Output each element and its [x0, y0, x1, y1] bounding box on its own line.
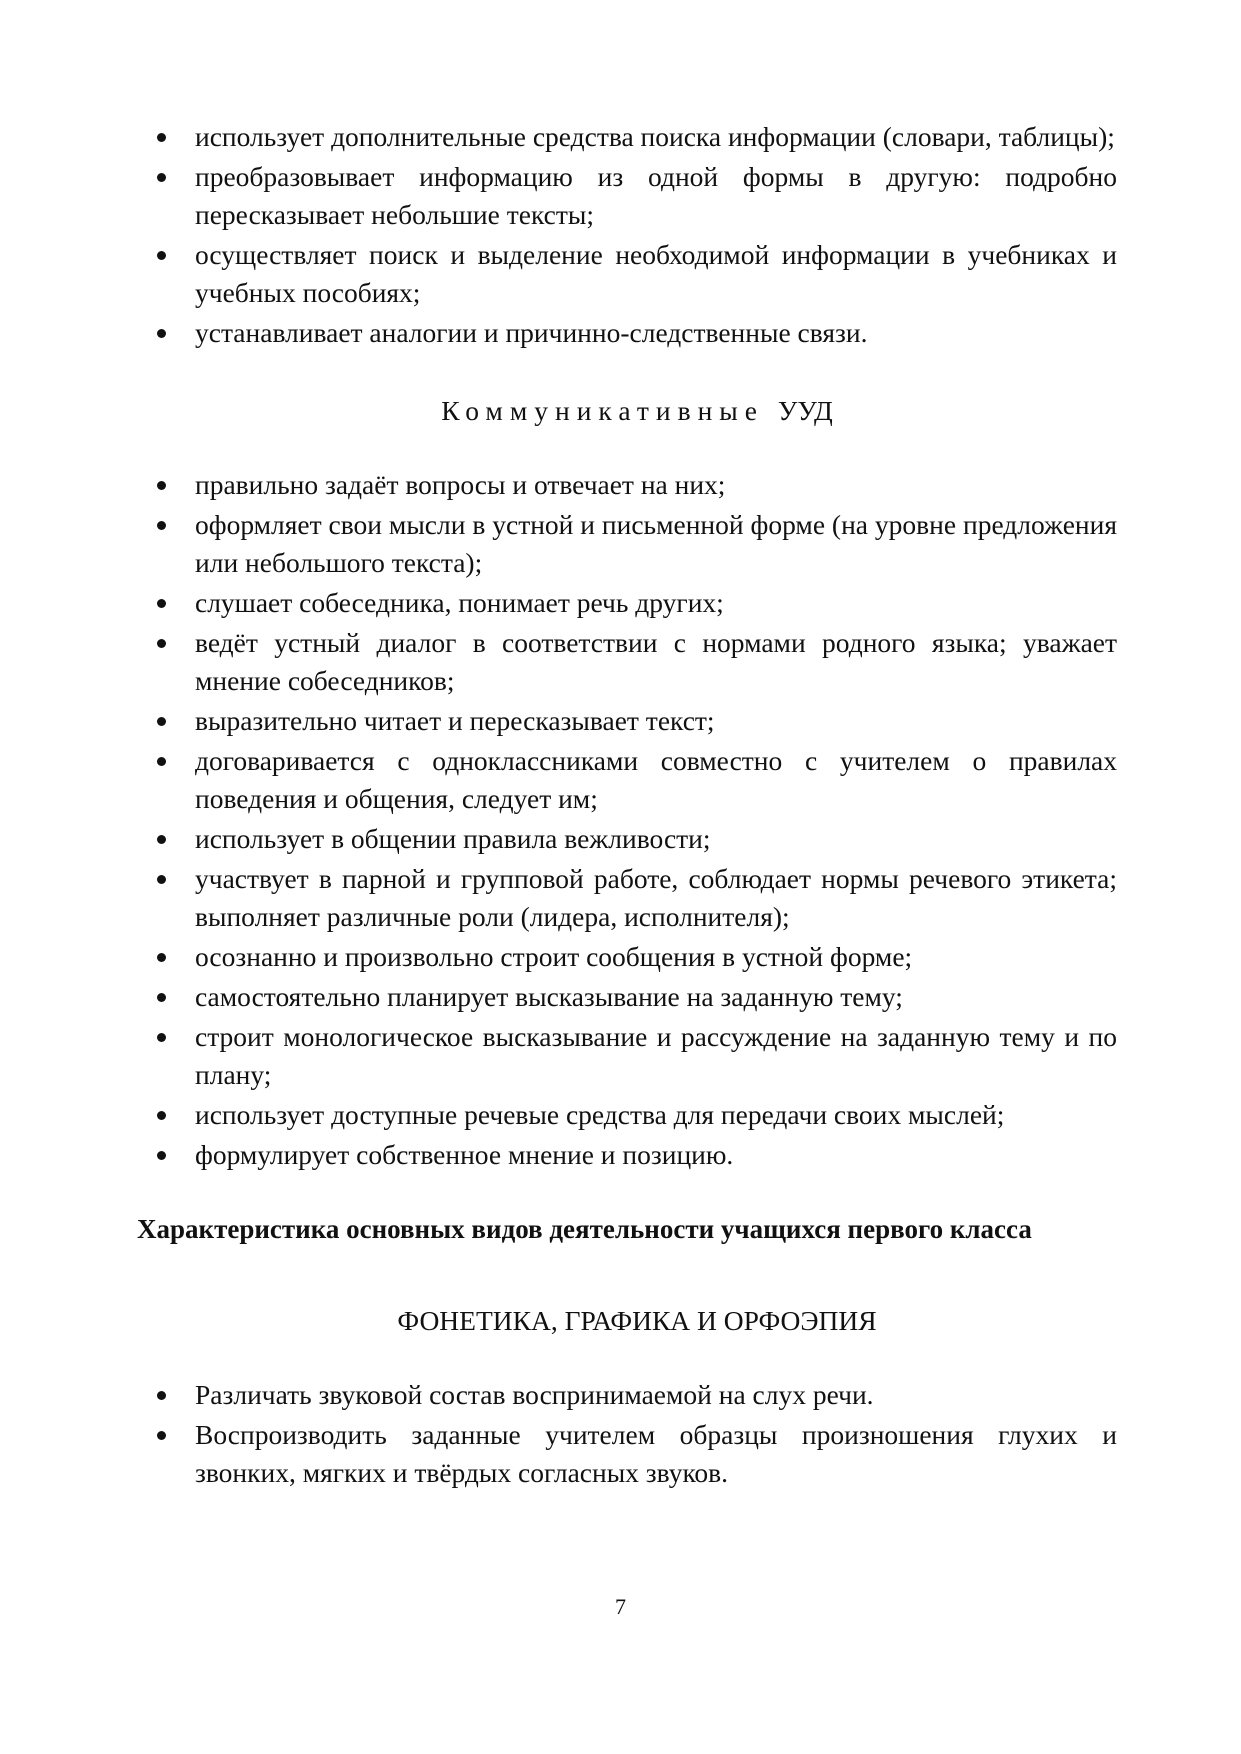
list-item: Воспроизводить заданные учителем образцы произношения глухих и звонких, мягких и твёрдых согласных звуков. [157, 1416, 1117, 1492]
bullet-icon [157, 639, 166, 648]
bullet-icon [157, 993, 166, 1002]
communicative-heading-spaced: Коммуникативные [441, 395, 764, 426]
page-content [137, 118, 1117, 1494]
list-item: ведёт устный диалог в соответствии с нормами родного языка; уважает мнение собеседников; [157, 624, 1117, 700]
list-item: использует доступные речевые средства для передачи своих мыслей; [157, 1096, 1117, 1134]
list-item: договаривается с одноклассниками совместно с учителем о правилах поведения и общения, следует им; [157, 742, 1117, 818]
bullet-icon [157, 1151, 166, 1160]
characteristics-heading: Характеристика основных видов деятельности учащихся первого класса [137, 1214, 1032, 1244]
bullet-icon [157, 521, 166, 530]
bullet-icon [157, 1391, 166, 1400]
list-item: устанавливает аналогии и причинно-следственные связи. [157, 314, 1117, 352]
bullet-icon [157, 757, 166, 766]
bullet-icon [157, 173, 166, 182]
bullet-icon [157, 835, 166, 844]
list-item: формулирует собственное мнение и позицию. [157, 1136, 1117, 1174]
bullet-icon [157, 1033, 166, 1042]
cognitive-skills-list [157, 118, 1117, 352]
bullet-icon [157, 875, 166, 884]
list-item: слушает собеседника, понимает речь других; [157, 584, 1117, 622]
bullet-icon [157, 717, 166, 726]
list-item: осуществляет поиск и выделение необходимой информации в учебниках и учебных пособиях; [157, 236, 1117, 312]
list-item: использует дополнительные средства поиска информации (словари, таблицы); [157, 118, 1117, 156]
bullet-icon [157, 133, 166, 142]
list-item: преобразовывает информацию из одной формы в другую: подробно пересказывает небольшие тексты; [157, 158, 1117, 234]
communicative-heading [157, 392, 1117, 430]
list-item: оформляет свои мысли в устной и письменной форме (на уровне предложения или небольшого текста); [157, 506, 1117, 582]
list-item: выразительно читает и пересказывает текст; [157, 702, 1117, 740]
bullet-icon [157, 599, 166, 608]
bullet-icon [157, 1431, 166, 1440]
bullet-icon [157, 1111, 166, 1120]
bullet-icon [157, 329, 166, 338]
list-item: участвует в парной и групповой работе, соблюдает нормы речевого этикета; выполняет различные роли (лидера, исполнителя); [157, 860, 1117, 936]
list-item: правильно задаёт вопросы и отвечает на них; [157, 466, 1117, 504]
list-item: самостоятельно планирует высказывание на заданную тему; [157, 978, 1117, 1016]
page-number: 7 [615, 1594, 626, 1619]
list-item: использует в общении правила вежливости; [157, 820, 1117, 858]
bullet-icon [157, 953, 166, 962]
list-item: Различать звуковой состав воспринимаемой на слух речи. [157, 1376, 1117, 1414]
phonetics-heading: ФОНЕТИКА, ГРАФИКА И ОРФОЭПИЯ [397, 1305, 877, 1336]
list-item: строит монологическое высказывание и рассуждение на заданную тему и по плану; [157, 1018, 1117, 1094]
communicative-heading-tail: УУД [777, 395, 833, 426]
phonetics-list [157, 1376, 1117, 1492]
communicative-skills-list [157, 466, 1117, 1174]
list-item: осознанно и произвольно строит сообщения в устной форме; [157, 938, 1117, 976]
bullet-icon [157, 251, 166, 260]
bullet-icon [157, 481, 166, 490]
